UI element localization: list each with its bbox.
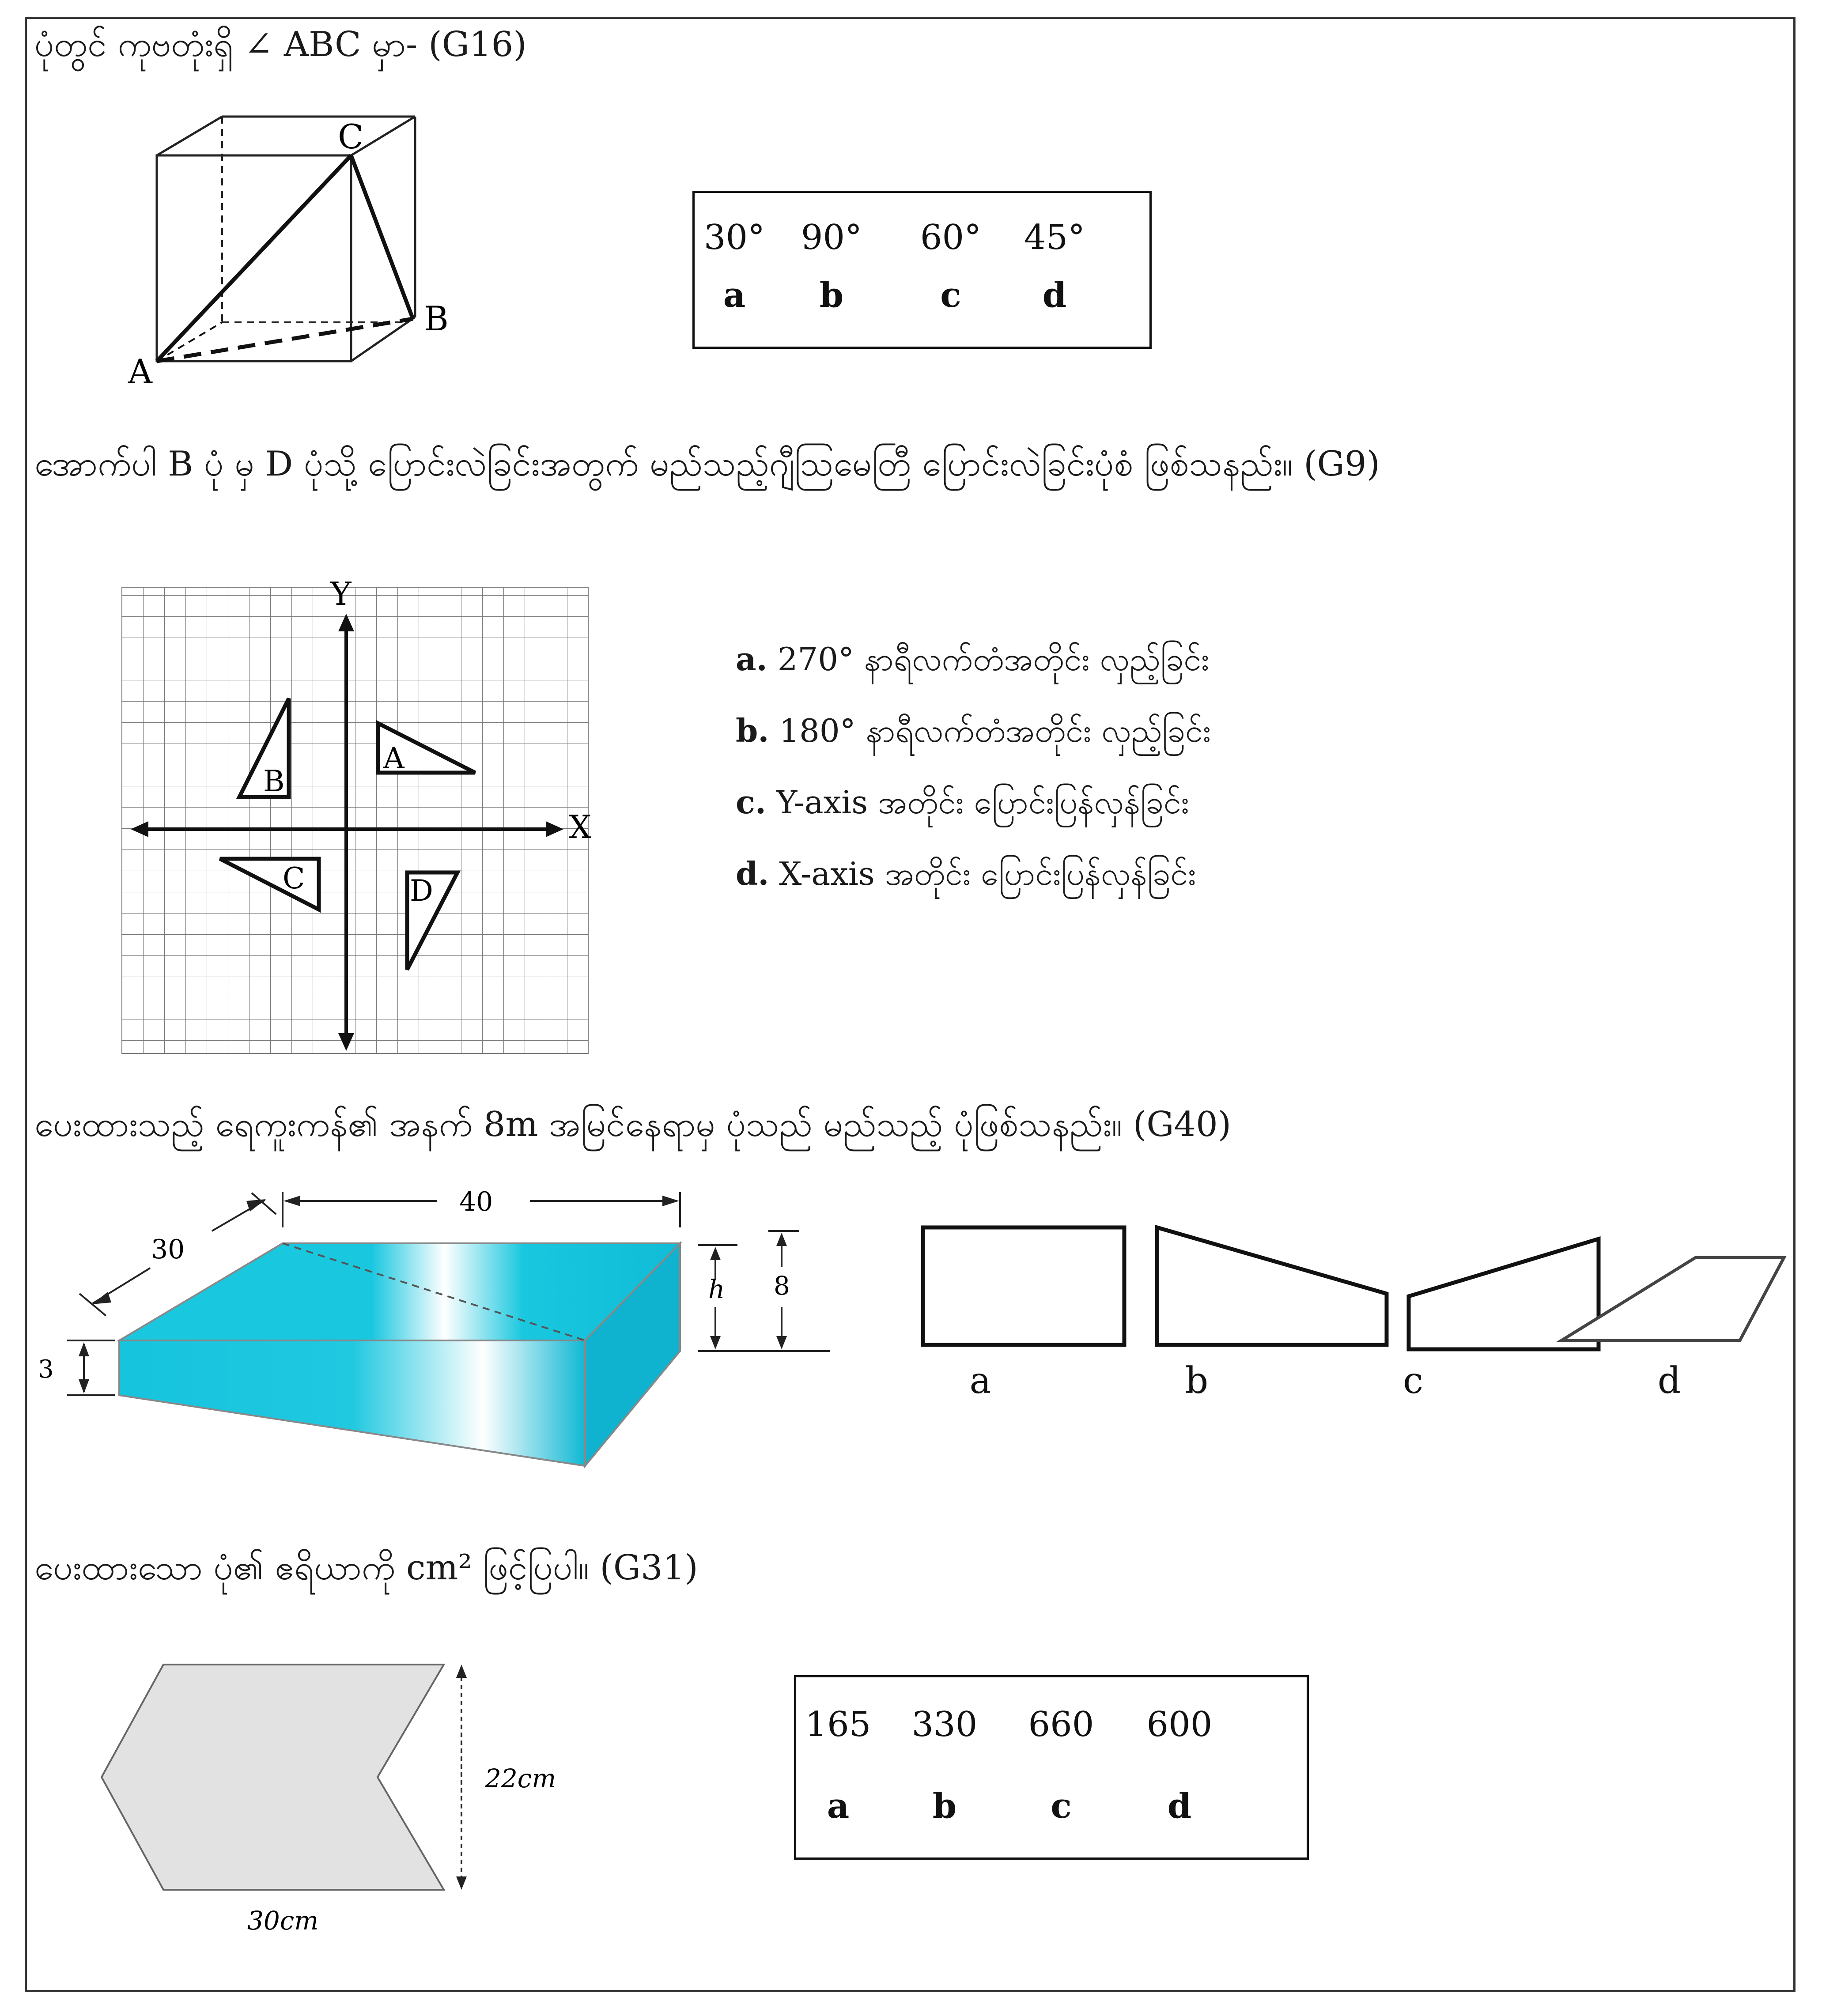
g16-choice-value-d: 45°: [1024, 218, 1085, 257]
g31-choices-box: [794, 1675, 1309, 1860]
g40-shape-a: [923, 1227, 1124, 1345]
cube-label-a: A: [128, 352, 152, 391]
g16-choices-box: [692, 191, 1152, 349]
pool-deep-depth-label: 8: [774, 1271, 790, 1301]
g40-answer-shapes: [910, 1219, 1784, 1360]
grid-axis-label-y: Y: [330, 575, 352, 612]
g40-choice-label-a: a: [969, 1360, 991, 1402]
g40-choice-label-b: b: [1185, 1360, 1209, 1402]
g16-choice-letter-c: c: [940, 275, 961, 315]
grid-axis-label-x: X: [569, 808, 592, 846]
g16-choice-letter-a: a: [723, 275, 746, 315]
g40-choice-label-d: d: [1657, 1360, 1681, 1402]
g31-choice-value-c: 660: [1028, 1705, 1094, 1744]
g31-choice-letter-a: a: [827, 1786, 850, 1826]
g31-choice-value-b: 330: [911, 1705, 978, 1744]
cube-label-c: C: [338, 117, 364, 156]
g9-option-d: d. X-axis အတိုင်း ပြောင်းပြန်လှန်ခြင်း: [736, 855, 1196, 892]
chevron-width-label: 30cm: [247, 1906, 319, 1936]
question-g40-text: ပေးထားသည့် ရေကူးကန်၏ အနက် 8m အမြင်နေရာမှ ပုံသည် မည်သည့် ပုံဖြစ်သနည်း။ (G40): [34, 1105, 1232, 1144]
g31-choice-letter-b: b: [932, 1786, 957, 1826]
question-g31-text: ပေးထားသော ပုံ၏ ဧရိယာကို cm² ဖြင့်ပြပါ။ (G31): [34, 1548, 698, 1588]
cube-figure: [115, 106, 477, 389]
chevron-shape-figure: [102, 1665, 587, 1938]
question-g9-text: အောက်ပါ B ပုံ မှ D ပုံသို့ ပြောင်းလဲခြင်းအတွက် မည်သည့်ဂျီဩမေတြီ ပြောင်းလဲခြင်းပုံစံ ဖြစ်သနည်း။ (G9): [34, 444, 1380, 484]
pool-h-label: h: [708, 1274, 725, 1304]
triangle-label-d: D: [410, 874, 433, 908]
coordinate-grid-figure: [122, 574, 599, 1068]
pool-width-label: 30: [151, 1234, 185, 1265]
chevron-height-label: 22cm: [485, 1763, 556, 1793]
g16-choice-value-c: 60°: [920, 218, 982, 257]
pool-shallow-depth-label: 3: [38, 1355, 54, 1384]
cube-label-b: B: [424, 299, 449, 338]
swimming-pool-figure: [35, 1174, 821, 1484]
chevron-shape: [102, 1665, 444, 1890]
g40-shape-b: [1157, 1227, 1387, 1345]
g16-choice-letter-d: d: [1042, 275, 1067, 315]
g31-choice-letter-d: d: [1167, 1786, 1192, 1826]
g31-choice-value-a: 165: [805, 1705, 871, 1744]
g16-choice-letter-b: b: [819, 275, 844, 315]
g16-choice-value-b: 90°: [801, 218, 862, 257]
g9-option-c: c. Y-axis အတိုင်း ပြောင်းပြန်လှန်ခြင်း: [736, 783, 1189, 821]
g40-choice-label-c: c: [1403, 1360, 1423, 1402]
triangle-label-c: C: [283, 861, 305, 895]
g31-choice-value-d: 600: [1146, 1705, 1213, 1744]
g31-choice-letter-c: c: [1051, 1786, 1072, 1826]
g9-option-b: b. 180° နာရီလက်တံအတိုင်း လှည့်ခြင်း: [736, 712, 1211, 749]
g9-option-a: a. 270° နာရီလက်တံအတိုင်း လှည့်ခြင်း: [736, 640, 1210, 678]
pool-length-label: 40: [459, 1186, 493, 1217]
g40-shape-c: [1409, 1239, 1599, 1349]
triangle-label-a: A: [383, 741, 404, 775]
g16-choice-value-a: 30°: [703, 218, 765, 257]
triangle-label-b: B: [263, 764, 285, 798]
question-g16-text: ပုံတွင် ကုဗတုံးရှိ ∠ ABC မှာ- (G16): [34, 25, 527, 64]
